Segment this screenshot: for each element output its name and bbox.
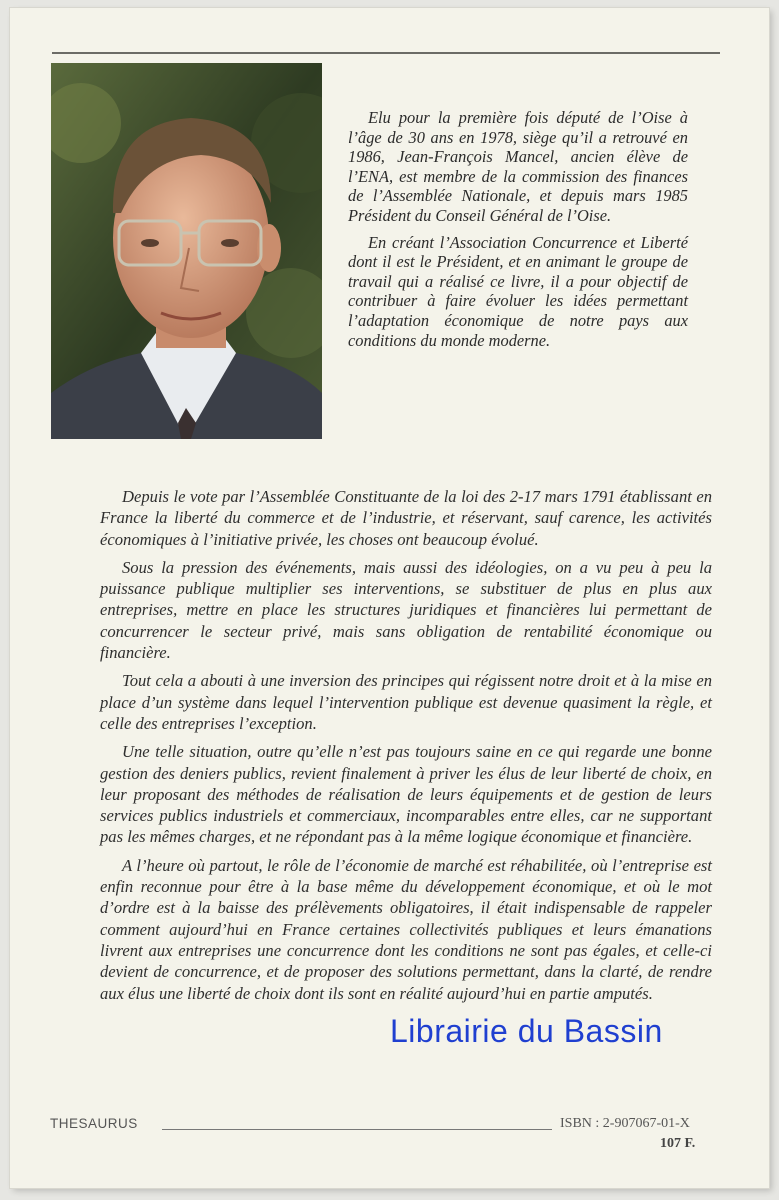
isbn: ISBN : 2-907067-01-X xyxy=(560,1116,690,1131)
top-rule xyxy=(52,52,720,54)
description-paragraph: A l’heure où partout, le rôle de l’économie de marché est réhabilitée, où l’entreprise est enfin reconnue pour être à la base même du développement économique, et où le mot d’ordre est à la baisse des prélèvements obligatoires, il était indispensable de rappeler comment aujourd’hui en France certaines collectivités publiques et leurs émanations livrent aux entreprises une concurrence dont les conditions ne sont pas égales, et celle-ci devient de concurrence, et de proposer des solutions permettant, dans la clarté, de rendre aux élus une liberté de choix dont ils sont en réalité aujourd’hui en partie amputés. xyxy=(100,855,712,1003)
footer xyxy=(50,1116,710,1136)
description-paragraph: Sous la pression des événements, mais aussi des idéologies, on a vu peu à peu la puissance publique multiplier ses interventions, se substituer de plus en plus aux entreprises, mettre en place les structures juridiques et financières lui permettant de concurrencer le secteur privé, mais sans obligation de rentabilité économique ou financière. xyxy=(100,557,712,663)
book-description xyxy=(100,486,712,1011)
author-portrait xyxy=(51,63,322,439)
watermark: Librairie du Bassin xyxy=(390,1013,663,1049)
price: 107 F. xyxy=(660,1136,696,1151)
bio-paragraph: En créant l’Association Concurrence et Liberté dont il est le Président, et en animant le groupe de travail qui a réalisé ce livre, il a pour objectif de contribuer à faire évoluer les idées permettant l’adaptation économique de notre pays aux conditions du monde moderne. xyxy=(348,232,688,350)
publisher-name: THESAURUS xyxy=(50,1116,138,1131)
description-paragraph: Depuis le vote par l’Assemblée Constituante de la loi des 2-17 mars 1791 établissant en France la liberté du commerce et de l’industrie, et réservant, sauf carence, les activités économiques à l’initiative privée, les choses ont beaucoup évolué. xyxy=(100,487,712,549)
footer-rule xyxy=(162,1129,552,1130)
description-paragraph: Tout cela a abouti à une inversion des principes qui régissent notre droit et à la mise en place d’un système dans lequel l’intervention publique est devenue quasiment la règle, et celle des entreprises l’exception. xyxy=(100,671,712,733)
book-back-cover xyxy=(10,8,769,1188)
description-paragraph: Une telle situation, outre qu’elle n’est pas toujours saine en ce qui regarde une bonne gestion des deniers publics, revient finalement à priver les élus de leur liberté de choix, en leur proposant des méthodes de réalisation de leurs équipements et de gestion de leurs services publics industriels et commerciaux, incomparables entre elles, car ne supportant pas les mêmes charges, et ne répondant pas à la même logique économique et financière. xyxy=(100,742,712,847)
author-bio xyxy=(348,108,688,357)
bio-paragraph: Elu pour la première fois député de l’Oise à l’âge de 30 ans en 1978, siège qu’il a retrouvé en 1986, Jean-François Mancel, ancien élève de l’ENA, est membre de la commission des finances de l’Assemblée Nationale, et depuis mars 1985 Président du Conseil Général de l’Oise. xyxy=(348,108,688,225)
